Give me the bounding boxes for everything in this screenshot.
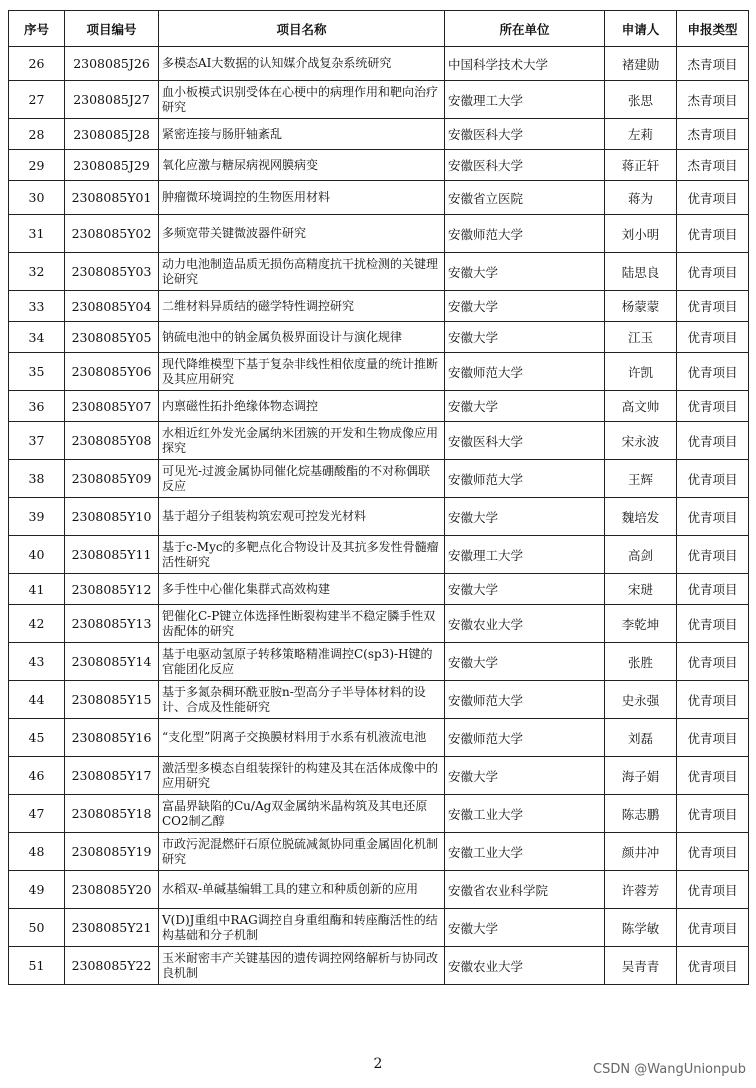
cell-applicant: 褚建勋 (605, 47, 677, 81)
cell-institution: 安徽大学 (445, 757, 605, 795)
cell-application-type: 优青项目 (677, 719, 749, 757)
cell-project-code: 2308085Y21 (65, 909, 159, 947)
cell-institution: 安徽理工大学 (445, 536, 605, 574)
cell-project-code: 2308085Y01 (65, 181, 159, 215)
cell-applicant: 吴青青 (605, 947, 677, 985)
cell-application-type: 优青项目 (677, 757, 749, 795)
cell-project-name: 玉米耐密丰产关键基因的遗传调控网络解析与协同改良机制 (159, 947, 445, 985)
cell-applicant: 宋永波 (605, 422, 677, 460)
cell-institution: 安徽省农业科学院 (445, 871, 605, 909)
cell-project-code: 2308085J28 (65, 119, 159, 150)
cell-index: 37 (9, 422, 65, 460)
cell-applicant: 王辉 (605, 460, 677, 498)
cell-index: 47 (9, 795, 65, 833)
table-row (9, 119, 749, 150)
cell-institution: 安徽医科大学 (445, 150, 605, 181)
cell-project-code: 2308085Y10 (65, 498, 159, 536)
cell-project-code: 2308085J26 (65, 47, 159, 81)
cell-applicant: 颜井冲 (605, 833, 677, 871)
table-row (9, 422, 749, 460)
table-row (9, 391, 749, 422)
table-row (9, 150, 749, 181)
cell-institution: 中国科学技术大学 (445, 47, 605, 81)
cell-project-name: 钠硫电池中的钠金属负极界面设计与演化规律 (159, 322, 445, 353)
cell-project-name: 多模态AI大数据的认知媒介战复杂系统研究 (159, 47, 445, 81)
cell-application-type: 优青项目 (677, 795, 749, 833)
cell-institution: 安徽大学 (445, 498, 605, 536)
cell-project-name: 钯催化C-P键立体选择性断裂构建半不稳定膦手性双齿配体的研究 (159, 605, 445, 643)
cell-project-name: 紧密连接与肠肝轴紊乱 (159, 119, 445, 150)
cell-index: 34 (9, 322, 65, 353)
cell-project-code: 2308085Y02 (65, 215, 159, 253)
cell-index: 29 (9, 150, 65, 181)
cell-application-type: 优青项目 (677, 643, 749, 681)
header-applicant: 申请人 (605, 11, 677, 47)
table-row (9, 947, 749, 985)
cell-project-code: 2308085Y07 (65, 391, 159, 422)
cell-index: 43 (9, 643, 65, 681)
cell-index: 51 (9, 947, 65, 985)
cell-project-name: 激活型多模态自组装探针的构建及其在活体成像中的应用研究 (159, 757, 445, 795)
cell-index: 31 (9, 215, 65, 253)
table-row (9, 795, 749, 833)
table-row (9, 322, 749, 353)
cell-project-name: 富晶界缺陷的Cu/Ag双金属纳米晶构筑及其电还原CO2制乙醇 (159, 795, 445, 833)
cell-index: 33 (9, 291, 65, 322)
cell-project-name: 水稻双-单碱基编辑工具的建立和种质创新的应用 (159, 871, 445, 909)
cell-application-type: 优青项目 (677, 291, 749, 322)
table-row (9, 719, 749, 757)
cell-applicant: 魏培发 (605, 498, 677, 536)
cell-applicant: 陆思良 (605, 253, 677, 291)
cell-application-type: 优青项目 (677, 460, 749, 498)
cell-index: 44 (9, 681, 65, 719)
cell-index: 35 (9, 353, 65, 391)
cell-institution: 安徽工业大学 (445, 833, 605, 871)
cell-project-code: 2308085Y09 (65, 460, 159, 498)
cell-project-name: 基于多氮杂稠环酰亚胺n-型高分子半导体材料的设计、合成及性能研究 (159, 681, 445, 719)
cell-applicant: 高剑 (605, 536, 677, 574)
table-row (9, 47, 749, 81)
cell-project-name: 基于c-Myc的多靶点化合物设计及其抗多发性骨髓瘤活性研究 (159, 536, 445, 574)
table-row (9, 909, 749, 947)
watermark: CSDN @WangUnionpub (593, 1062, 746, 1077)
cell-index: 36 (9, 391, 65, 422)
cell-applicant: 陈志鹏 (605, 795, 677, 833)
cell-institution: 安徽师范大学 (445, 353, 605, 391)
cell-project-code: 2308085Y22 (65, 947, 159, 985)
header-project-name: 项目名称 (159, 11, 445, 47)
page-number: 2 (373, 1056, 383, 1072)
cell-project-name: 基于超分子组装构筑宏观可控发光材料 (159, 498, 445, 536)
cell-application-type: 优青项目 (677, 947, 749, 985)
cell-application-type: 优青项目 (677, 322, 749, 353)
cell-project-name: 现代降维模型下基于复杂非线性相依度量的统计推断及其应用研究 (159, 353, 445, 391)
cell-index: 30 (9, 181, 65, 215)
cell-index: 27 (9, 81, 65, 119)
cell-application-type: 杰青项目 (677, 119, 749, 150)
cell-institution: 安徽师范大学 (445, 681, 605, 719)
cell-application-type: 优青项目 (677, 681, 749, 719)
table-row (9, 181, 749, 215)
cell-index: 45 (9, 719, 65, 757)
cell-project-code: 2308085J27 (65, 81, 159, 119)
project-table (8, 10, 749, 985)
table-row (9, 498, 749, 536)
cell-institution: 安徽理工大学 (445, 81, 605, 119)
cell-project-name: 血小板模式识别受体在心梗中的病理作用和靶向治疗研究 (159, 81, 445, 119)
cell-application-type: 优青项目 (677, 833, 749, 871)
cell-index: 32 (9, 253, 65, 291)
cell-applicant: 陈学敏 (605, 909, 677, 947)
cell-index: 41 (9, 574, 65, 605)
cell-index: 26 (9, 47, 65, 81)
cell-institution: 安徽师范大学 (445, 719, 605, 757)
cell-project-name: 基于电驱动氢原子转移策略精准调控C(sp3)-H键的官能团化反应 (159, 643, 445, 681)
cell-applicant: 蒋正轩 (605, 150, 677, 181)
cell-project-code: 2308085Y16 (65, 719, 159, 757)
cell-project-code: 2308085Y18 (65, 795, 159, 833)
cell-index: 49 (9, 871, 65, 909)
cell-institution: 安徽大学 (445, 322, 605, 353)
cell-project-code: 2308085Y11 (65, 536, 159, 574)
cell-application-type: 优青项目 (677, 253, 749, 291)
cell-applicant: 高文帅 (605, 391, 677, 422)
table-row (9, 643, 749, 681)
cell-project-name: 市政污泥混燃矸石原位脱硫减氮协同重金属固化机制研究 (159, 833, 445, 871)
cell-application-type: 优青项目 (677, 574, 749, 605)
cell-institution: 安徽大学 (445, 391, 605, 422)
header-institution: 所在单位 (445, 11, 605, 47)
cell-institution: 安徽医科大学 (445, 119, 605, 150)
cell-institution: 安徽大学 (445, 291, 605, 322)
table-row (9, 574, 749, 605)
cell-project-code: 2308085Y15 (65, 681, 159, 719)
cell-project-code: 2308085Y03 (65, 253, 159, 291)
cell-applicant: 张胜 (605, 643, 677, 681)
cell-application-type: 优青项目 (677, 391, 749, 422)
cell-project-name: V(D)J重组中RAG调控自身重组酶和转座酶活性的结构基础和分子机制 (159, 909, 445, 947)
cell-project-name: “支化型”阴离子交换膜材料用于水系有机液流电池 (159, 719, 445, 757)
cell-institution: 安徽大学 (445, 909, 605, 947)
table-row (9, 253, 749, 291)
cell-applicant: 杨蒙蒙 (605, 291, 677, 322)
cell-institution: 安徽医科大学 (445, 422, 605, 460)
cell-project-code: 2308085Y17 (65, 757, 159, 795)
cell-project-code: 2308085Y12 (65, 574, 159, 605)
header-project-code: 项目编号 (65, 11, 159, 47)
cell-applicant: 海子娟 (605, 757, 677, 795)
table-row (9, 681, 749, 719)
cell-application-type: 优青项目 (677, 353, 749, 391)
table-row (9, 757, 749, 795)
cell-institution: 安徽农业大学 (445, 947, 605, 985)
cell-project-name: 二维材料异质结的磁学特性调控研究 (159, 291, 445, 322)
cell-index: 50 (9, 909, 65, 947)
cell-project-code: 2308085Y19 (65, 833, 159, 871)
cell-project-name: 多频宽带关键微波器件研究 (159, 215, 445, 253)
table-row (9, 81, 749, 119)
cell-project-name: 可见光-过渡金属协同催化烷基硼酸酯的不对称偶联反应 (159, 460, 445, 498)
cell-applicant: 许凯 (605, 353, 677, 391)
cell-project-code: 2308085Y05 (65, 322, 159, 353)
cell-application-type: 杰青项目 (677, 81, 749, 119)
cell-application-type: 杰青项目 (677, 150, 749, 181)
cell-institution: 安徽工业大学 (445, 795, 605, 833)
cell-index: 42 (9, 605, 65, 643)
cell-institution: 安徽大学 (445, 643, 605, 681)
cell-project-name: 氧化应激与糖尿病视网膜病变 (159, 150, 445, 181)
cell-institution: 安徽省立医院 (445, 181, 605, 215)
cell-index: 46 (9, 757, 65, 795)
cell-application-type: 优青项目 (677, 181, 749, 215)
cell-project-name: 内禀磁性拓扑绝缘体物态调控 (159, 391, 445, 422)
cell-application-type: 杰青项目 (677, 47, 749, 81)
cell-project-name: 水相近红外发光金属纳米团簇的开发和生物成像应用探究 (159, 422, 445, 460)
cell-project-code: 2308085Y08 (65, 422, 159, 460)
table-row (9, 536, 749, 574)
cell-application-type: 优青项目 (677, 605, 749, 643)
cell-applicant: 刘小明 (605, 215, 677, 253)
cell-index: 48 (9, 833, 65, 871)
cell-applicant: 宋琎 (605, 574, 677, 605)
cell-index: 28 (9, 119, 65, 150)
cell-applicant: 张思 (605, 81, 677, 119)
cell-application-type: 优青项目 (677, 422, 749, 460)
cell-application-type: 优青项目 (677, 215, 749, 253)
table-row (9, 353, 749, 391)
table-row (9, 605, 749, 643)
cell-project-name: 多手性中心催化集群式高效构建 (159, 574, 445, 605)
cell-index: 38 (9, 460, 65, 498)
cell-application-type: 优青项目 (677, 909, 749, 947)
cell-project-code: 2308085Y06 (65, 353, 159, 391)
table-row (9, 460, 749, 498)
table-row (9, 833, 749, 871)
cell-application-type: 优青项目 (677, 871, 749, 909)
cell-institution: 安徽大学 (445, 574, 605, 605)
cell-project-code: 2308085J29 (65, 150, 159, 181)
table-row (9, 871, 749, 909)
cell-application-type: 优青项目 (677, 498, 749, 536)
table-header-row (9, 11, 749, 47)
cell-institution: 安徽师范大学 (445, 460, 605, 498)
cell-institution: 安徽师范大学 (445, 215, 605, 253)
cell-index: 39 (9, 498, 65, 536)
cell-project-code: 2308085Y14 (65, 643, 159, 681)
cell-application-type: 优青项目 (677, 536, 749, 574)
cell-applicant: 李乾坤 (605, 605, 677, 643)
cell-applicant: 左莉 (605, 119, 677, 150)
cell-applicant: 刘磊 (605, 719, 677, 757)
cell-applicant: 蒋为 (605, 181, 677, 215)
cell-index: 40 (9, 536, 65, 574)
table-row (9, 215, 749, 253)
cell-project-name: 动力电池制造品质无损伤高精度抗干扰检测的关键理论研究 (159, 253, 445, 291)
cell-project-code: 2308085Y04 (65, 291, 159, 322)
cell-applicant: 许蓉芳 (605, 871, 677, 909)
cell-project-code: 2308085Y13 (65, 605, 159, 643)
table-row (9, 291, 749, 322)
header-index: 序号 (9, 11, 65, 47)
cell-project-code: 2308085Y20 (65, 871, 159, 909)
header-application-type: 申报类型 (677, 11, 749, 47)
cell-institution: 安徽农业大学 (445, 605, 605, 643)
cell-applicant: 史永强 (605, 681, 677, 719)
cell-institution: 安徽大学 (445, 253, 605, 291)
cell-applicant: 江玉 (605, 322, 677, 353)
cell-project-name: 肿瘤微环境调控的生物医用材料 (159, 181, 445, 215)
